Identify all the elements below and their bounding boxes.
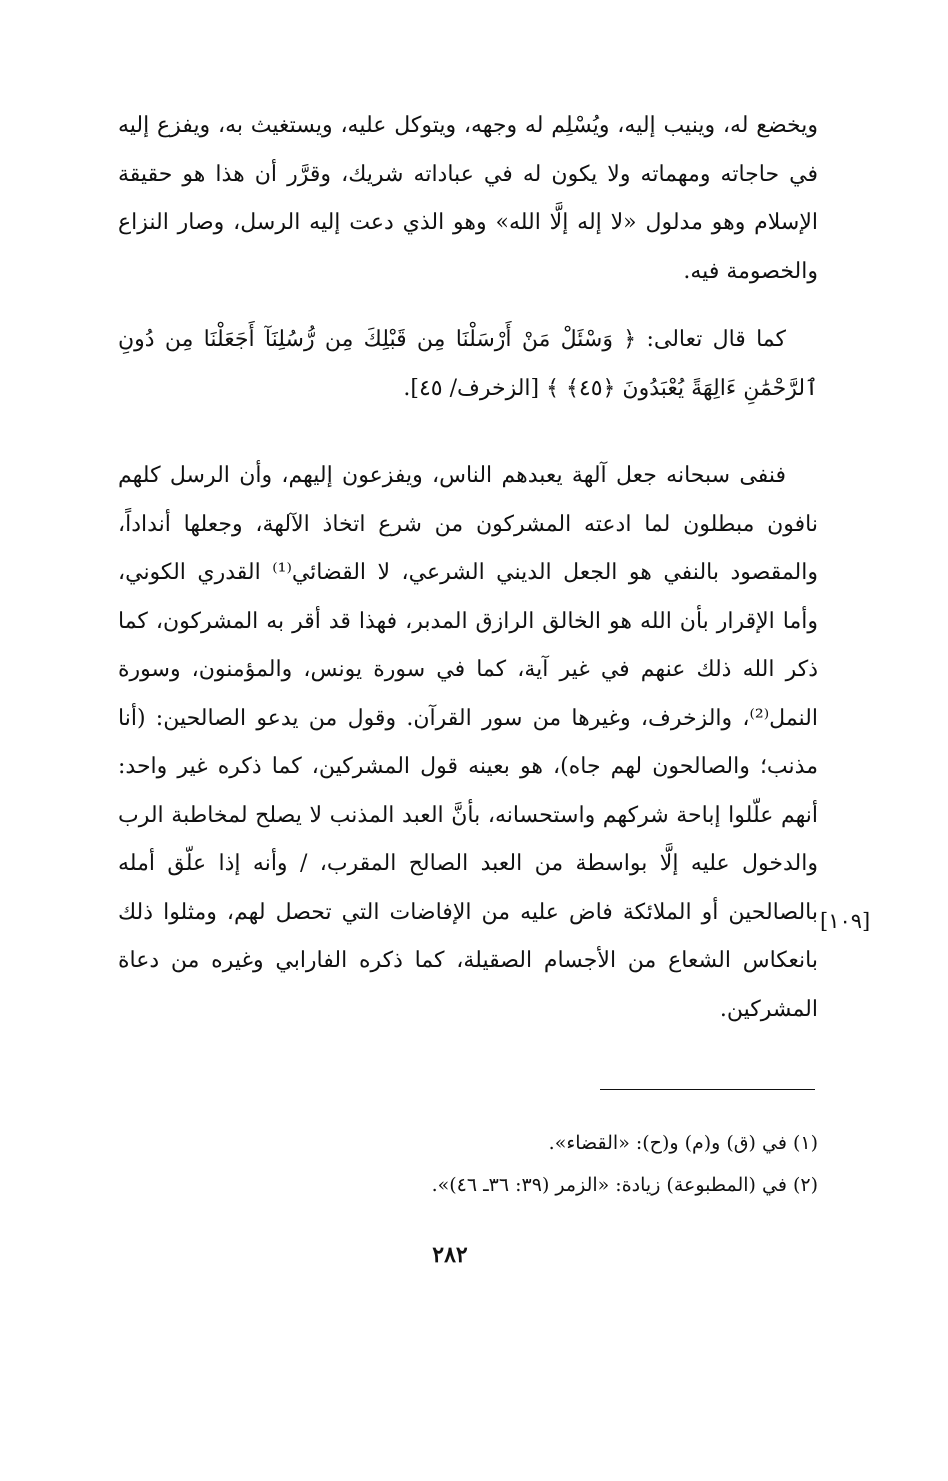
footnote-divider [600,1089,815,1090]
manuscript-folio-marker: [١٠٩] [820,909,871,933]
page-number: ٢٨٢ [432,1242,468,1268]
paragraph-1: ويخضع له، وينيب إليه، ويُسْلِم له وجهه، ويتوكل عليه، ويستغيث به، ويفزع إليه في حاجاته ومهماته ولا يكون له في عباداته شريك، وقرَّر أن هذا هو حقيقة الإسلام وهو مدلول «لا إله إلَّا الله» وهو الذي دعت إليه الرسل، وصار النزاع والخصومة فيه. [118,113,818,284]
footnote-2: (٢) في (المطبوعة) زيادة: «الزمر (٣٩: ٣٦ـ ٤٦)». [431,1174,818,1196]
footnote-1: (١) في (ق) و(م) و(ح): «القضاء». [548,1132,818,1154]
footnotes-list [118,1122,818,1206]
quran-citation-paragraph: كما قال تعالى: ﴿ وَسْئَلْ مَنْ أَرْسَلْنَا مِن قَبْلِكَ مِن رُّسُلِنَآ أَجَعَلْنَا مِن دُونِ ٱلرَّحْمَٰنِ ءَالِهَةً يُعْبَدُونَ ﴿٤٥﴾ ﴾ [الزخرف/ ٤٥]. [118,327,818,401]
paragraph-2: فنفى سبحانه جعل آلهة يعبدهم الناس، ويفزعون إليهم، وأن الرسل كلهم نافون مبطلون لما ادعته المشركون من شرع اتخاذ الآلهة، وجعلها أنداداً، والمقصود بالنفي هو الجعل الديني الشرعي، لا القضائي⁽¹⁾ القدري الكوني، وأما الإقرار بأن الله هو الخالق الرازق المدبر، فهذا قد أقر به المشركون، كما ذكر الله ذلك عنهم في غير آية، كما في سورة يونس، والمؤمنون، وسورة النمل⁽²⁾، والزخرف، وغيرها من سور القرآن. وقول من يدعو الصالحين: (أنا مذنب؛ والصالحون لهم جاه)، هو بعينه قول المشركين، كما ذكره غير واحد: أنهم علّلوا إباحة شركهم واستحسانه، بأنَّ العبد المذنب لا يصلح لمخاطبة الرب والدخول عليه إلَّا بواسطة من العبد الصالح المقرب، / وأنه إذا علّق أمله بالصالحين أو الملائكة فاض عليه من الإفاضات التي تحصل لهم، ومثلوا ذلك بانعكاس الشعاع من الأجسام الصقيلة، كما ذكره الفارابي وغيره من دعاة المشركين. [118,463,818,1022]
